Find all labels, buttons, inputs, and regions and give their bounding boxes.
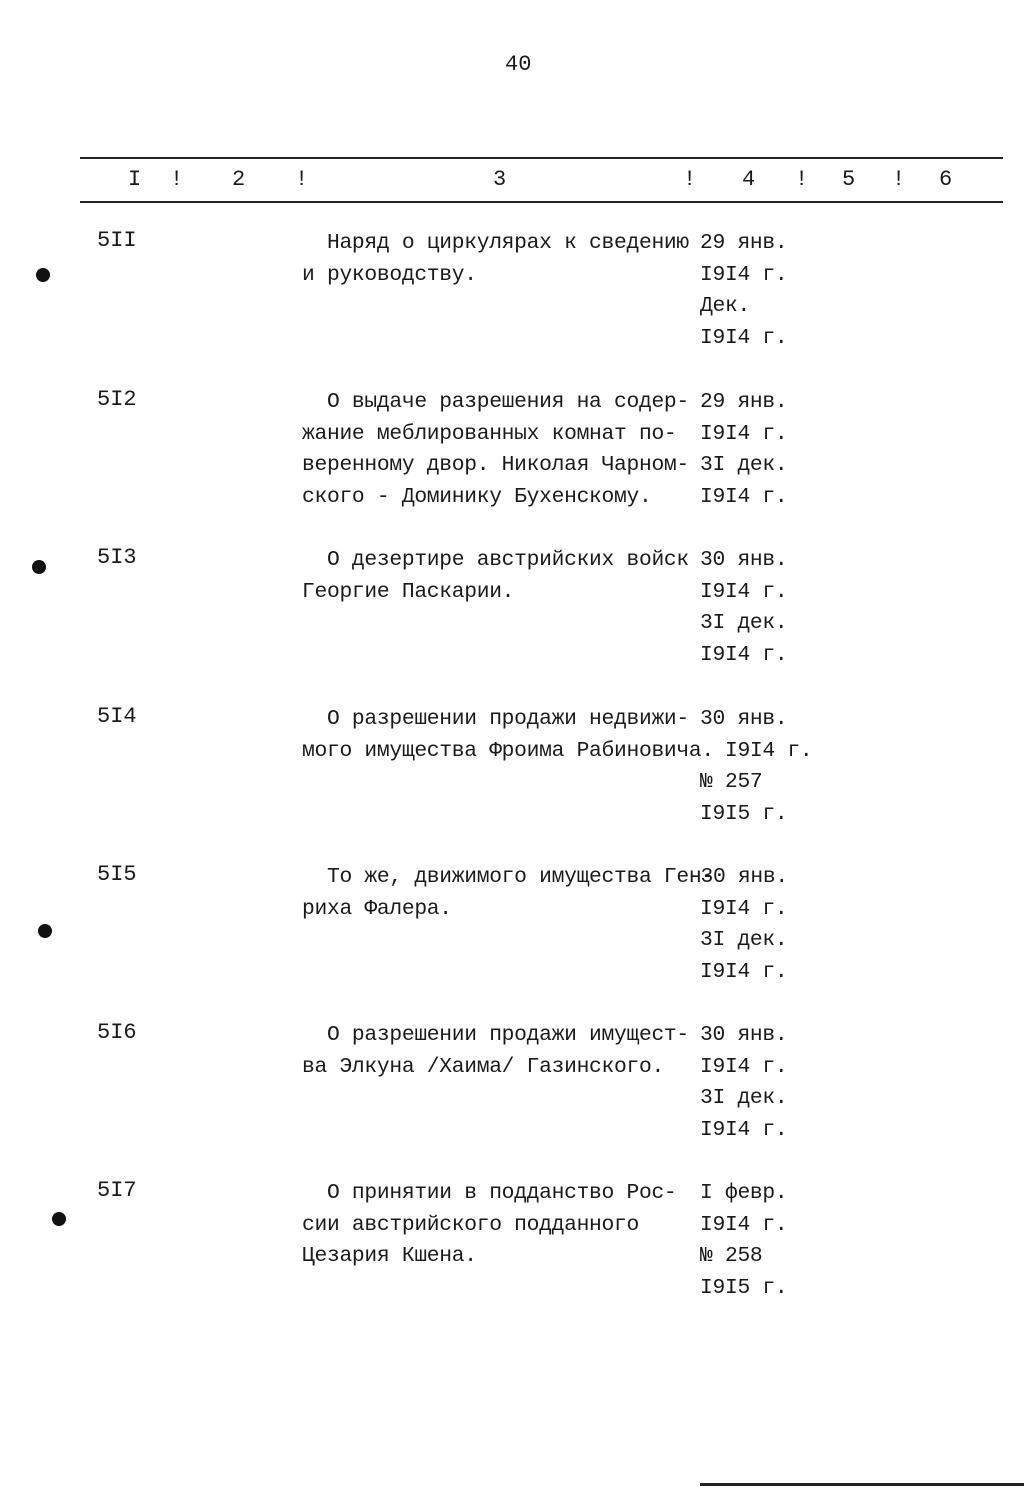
date-line: I9I4 г. — [700, 1118, 788, 1143]
item-dates — [700, 228, 787, 355]
item-number: 5I4 — [97, 704, 137, 729]
item-dates — [700, 1178, 787, 1305]
description-line: О разрешении продажи недвижи- — [302, 707, 689, 731]
header-col-6: 6 — [939, 167, 953, 192]
description-line: жание меблированных комнат по- — [302, 421, 677, 446]
description-line: То же, движимого имущества Ген- — [302, 865, 714, 889]
date-line: 3I дек. — [700, 611, 788, 636]
page-number: 40 — [505, 52, 532, 77]
description-line: Георгие Паскарии. — [302, 579, 515, 604]
header-separator: ! — [170, 167, 184, 192]
date-line: I9I4 г. — [700, 738, 813, 763]
date-line: 30 янв. — [700, 707, 788, 731]
item-number: 5II — [97, 228, 137, 253]
description-line: Наряд о циркулярах к сведению — [302, 231, 689, 255]
header-col-4: 4 — [742, 167, 756, 192]
punch-hole-mark — [52, 1212, 66, 1226]
date-line: I февр. — [700, 1181, 788, 1205]
item-dates — [700, 1020, 787, 1147]
date-line: 30 янв. — [700, 548, 788, 572]
header-separator: ! — [795, 167, 809, 192]
punch-hole-mark — [36, 268, 50, 282]
description-line: веренному двор. Николая Чарном- — [302, 453, 689, 478]
date-line: № 257 — [700, 770, 763, 795]
punch-hole-mark — [38, 924, 52, 938]
item-description — [302, 862, 714, 925]
date-line: 3I дек. — [700, 928, 788, 953]
item-description — [302, 387, 689, 514]
item-description — [302, 704, 714, 767]
description-line: О выдаче разрешения на содер- — [302, 390, 689, 414]
date-line: Дек. — [700, 294, 750, 319]
description-line: О дезертире австрийских войск — [302, 548, 689, 572]
item-dates — [700, 704, 812, 831]
item-dates — [700, 545, 787, 672]
date-line: № 258 — [700, 1244, 763, 1269]
date-line: I9I4 г. — [700, 326, 788, 351]
date-line: 29 янв. — [700, 231, 788, 255]
header-separator: ! — [683, 167, 697, 192]
date-line: I9I5 г. — [700, 1276, 788, 1301]
header-col-5: 5 — [842, 167, 856, 192]
date-line: I9I4 г. — [700, 1054, 788, 1079]
header-col-3: 3 — [493, 167, 507, 192]
punch-hole-mark — [32, 560, 46, 574]
header-separator: ! — [892, 167, 906, 192]
date-line: I9I4 г. — [700, 421, 788, 446]
description-line: мого имущества Фроима Рабиновича. — [302, 738, 714, 763]
description-line: Цезария Кшена. — [302, 1244, 477, 1269]
header-col-1: I — [128, 167, 142, 192]
item-number: 5I2 — [97, 387, 137, 412]
description-line: риха Фалера. — [302, 896, 452, 921]
item-description — [302, 545, 689, 608]
item-number: 5I7 — [97, 1178, 137, 1203]
item-number: 5I5 — [97, 862, 137, 887]
date-line: I9I4 г. — [700, 262, 788, 287]
date-line: I9I4 г. — [700, 485, 788, 510]
date-line: 29 янв. — [700, 390, 788, 414]
item-number: 5I3 — [97, 545, 137, 570]
description-line: и руководству. — [302, 262, 477, 287]
description-line: сии австрийского подданного — [302, 1212, 639, 1237]
description-line: О принятии в подданство Рос- — [302, 1181, 677, 1205]
item-description — [302, 1178, 676, 1273]
description-line: О разрешении продажи имущест- — [302, 1023, 689, 1047]
date-line: I9I4 г. — [700, 579, 788, 604]
date-line: 30 янв. — [700, 1023, 788, 1047]
page-bottom-rule — [700, 1483, 1024, 1486]
date-line: I9I4 г. — [700, 643, 788, 668]
table-top-rule — [80, 157, 1003, 159]
item-description — [302, 1020, 689, 1083]
header-separator: ! — [295, 167, 309, 192]
date-line: I9I4 г. — [700, 960, 788, 985]
description-line: ва Элкуна /Хаима/ Газинского. — [302, 1054, 664, 1079]
date-line: I9I4 г. — [700, 896, 788, 921]
item-dates — [688, 862, 788, 989]
item-dates — [700, 387, 787, 514]
item-description — [302, 228, 689, 291]
date-line: -30 янв. — [688, 865, 788, 889]
date-line: 3I дек. — [700, 1086, 788, 1111]
table-header-rule — [80, 201, 1003, 203]
date-line: I9I5 г. — [700, 802, 788, 827]
date-line: 3I дек. — [700, 453, 788, 478]
item-number: 5I6 — [97, 1020, 137, 1045]
header-col-2: 2 — [232, 167, 246, 192]
date-line: I9I4 г. — [700, 1212, 788, 1237]
description-line: ского - Доминику Бухенскому. — [302, 485, 652, 510]
